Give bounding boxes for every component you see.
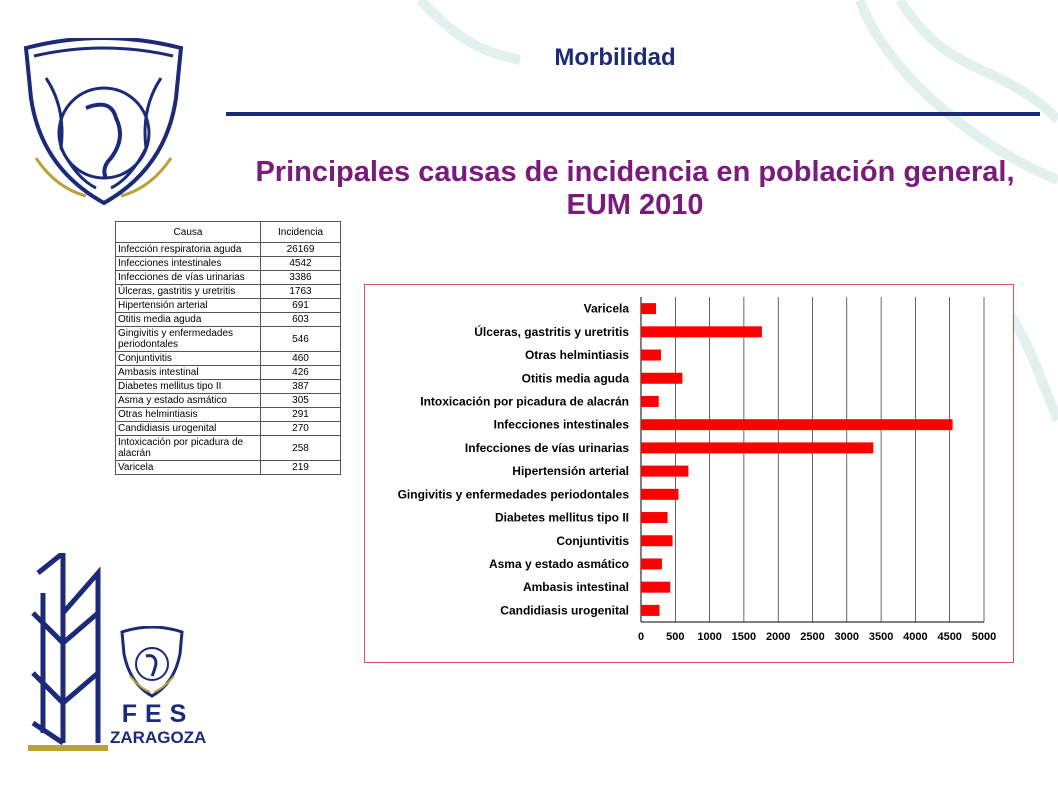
bar [641, 558, 662, 569]
table-row [116, 366, 341, 380]
zaragoza-logo-text: ZARAGOZA [110, 728, 207, 747]
table-cell-cause: Otitis media aguda [116, 313, 261, 327]
bar [641, 582, 670, 593]
slide-title: Principales causas de incidencia en población general, EUM 2010 [255, 156, 1015, 221]
bar [641, 535, 673, 546]
x-tick-label: 500 [666, 631, 685, 643]
x-tick-label: 1500 [731, 631, 757, 643]
bar [641, 466, 688, 477]
category-label: Intoxicación por picadura de alacrán [420, 394, 629, 409]
category-label: Hipertensión arterial [512, 464, 629, 479]
table-cell-incidence: 426 [261, 366, 341, 380]
bar [641, 442, 873, 453]
table-header-causa: Causa [116, 222, 261, 243]
category-label: Gingivitis y enfermedades periodontales [397, 487, 629, 502]
category-label: Diabetes mellitus tipo II [494, 510, 629, 525]
table-row [116, 380, 341, 394]
category-label: Ambasis intestinal [522, 580, 629, 595]
table-cell-incidence: 219 [261, 461, 341, 475]
table-cell-cause: Diabetes mellitus tipo II [116, 380, 261, 394]
x-tick-label: 4000 [903, 631, 928, 643]
bar [641, 303, 656, 314]
category-label: Infecciones de vías urinarias [464, 440, 629, 455]
x-tick-label: 3000 [834, 631, 860, 643]
table-row [116, 422, 341, 436]
x-tick-label: 2500 [800, 631, 825, 643]
table-row [116, 461, 341, 475]
x-tick-label: 0 [637, 631, 645, 643]
category-label: Varicela [583, 301, 629, 316]
table-cell-cause: Ambasis intestinal [116, 366, 261, 380]
title-divider [226, 112, 1040, 116]
table-cell-cause: Candidiasis urogenital [116, 422, 261, 436]
table-cell-cause: Gingivitis y enfermedades periodontales [116, 327, 261, 352]
table-row [116, 352, 341, 366]
table-cell-incidence: 387 [261, 380, 341, 394]
table-cell-incidence: 305 [261, 394, 341, 408]
table-cell-incidence: 546 [261, 327, 341, 352]
fes-stylized-emblem [28, 553, 108, 763]
table-cell-cause: Asma y estado asmático [116, 394, 261, 408]
table-cell-cause: Infecciones de vías urinarias [116, 271, 261, 285]
table-cell-cause: Infecciones intestinales [116, 257, 261, 271]
table-row [116, 394, 341, 408]
category-label: Otras helmintiasis [524, 348, 629, 363]
x-tick-label: 1000 [697, 631, 722, 643]
table-row [116, 327, 341, 352]
table-cell-cause: Hipertensión arterial [116, 299, 261, 313]
table-header-row [116, 222, 341, 243]
bar [641, 512, 668, 523]
table-cell-incidence: 26169 [261, 243, 341, 257]
table-cell-incidence: 270 [261, 422, 341, 436]
table-cell-incidence: 603 [261, 313, 341, 327]
table-row [116, 313, 341, 327]
table-row [116, 257, 341, 271]
bar-chart [364, 284, 1014, 663]
table-cell-incidence: 291 [261, 408, 341, 422]
bar-chart-svg [365, 285, 1013, 662]
table-row [116, 436, 341, 461]
table-row [116, 299, 341, 313]
bar [641, 373, 682, 384]
table-cell-incidence: 691 [261, 299, 341, 313]
table-cell-cause: Varicela [116, 461, 261, 475]
fes-logo-text: FES [121, 700, 195, 728]
category-label: Conjuntivitis [556, 533, 629, 548]
category-label: Otitis media aguda [521, 371, 629, 386]
fes-zaragoza-seal [116, 626, 188, 703]
table-row [116, 285, 341, 299]
table-cell-cause: Úlceras, gastritis y uretritis [116, 285, 261, 299]
category-label: Candidiasis urogenital [500, 603, 629, 618]
bar [641, 350, 661, 361]
table-cell-incidence: 460 [261, 352, 341, 366]
x-tick-label: 4500 [937, 631, 962, 643]
table-cell-cause: Infección respiratoria aguda [116, 243, 261, 257]
table-row [116, 271, 341, 285]
section-title: Morbilidad [554, 44, 676, 71]
table-cell-incidence: 258 [261, 436, 341, 461]
x-tick-label: 3500 [868, 631, 894, 643]
x-tick-label: 5000 [971, 631, 997, 643]
bar [641, 419, 953, 430]
bar [641, 396, 659, 407]
table-header-incidencia: Incidencia [261, 222, 341, 243]
incidence-table [115, 221, 341, 475]
category-label: Úlceras, gastritis y uretritis [474, 324, 629, 339]
table-cell-cause: Conjuntivitis [116, 352, 261, 366]
bar [641, 489, 678, 500]
table-cell-incidence: 1763 [261, 285, 341, 299]
table-cell-cause: Otras helmintiasis [116, 408, 261, 422]
table-body [116, 243, 341, 475]
unam-seal-logo [16, 38, 191, 213]
table-row [116, 408, 341, 422]
bar [641, 605, 660, 616]
bar [641, 326, 762, 337]
category-label: Infecciones intestinales [493, 417, 629, 432]
x-tick-label: 2000 [765, 631, 791, 643]
category-label: Asma y estado asmático [488, 556, 629, 571]
table-row [116, 243, 341, 257]
table-cell-incidence: 3386 [261, 271, 341, 285]
table-cell-cause: Intoxicación por picadura de alacrán [116, 436, 261, 461]
table-cell-incidence: 4542 [261, 257, 341, 271]
